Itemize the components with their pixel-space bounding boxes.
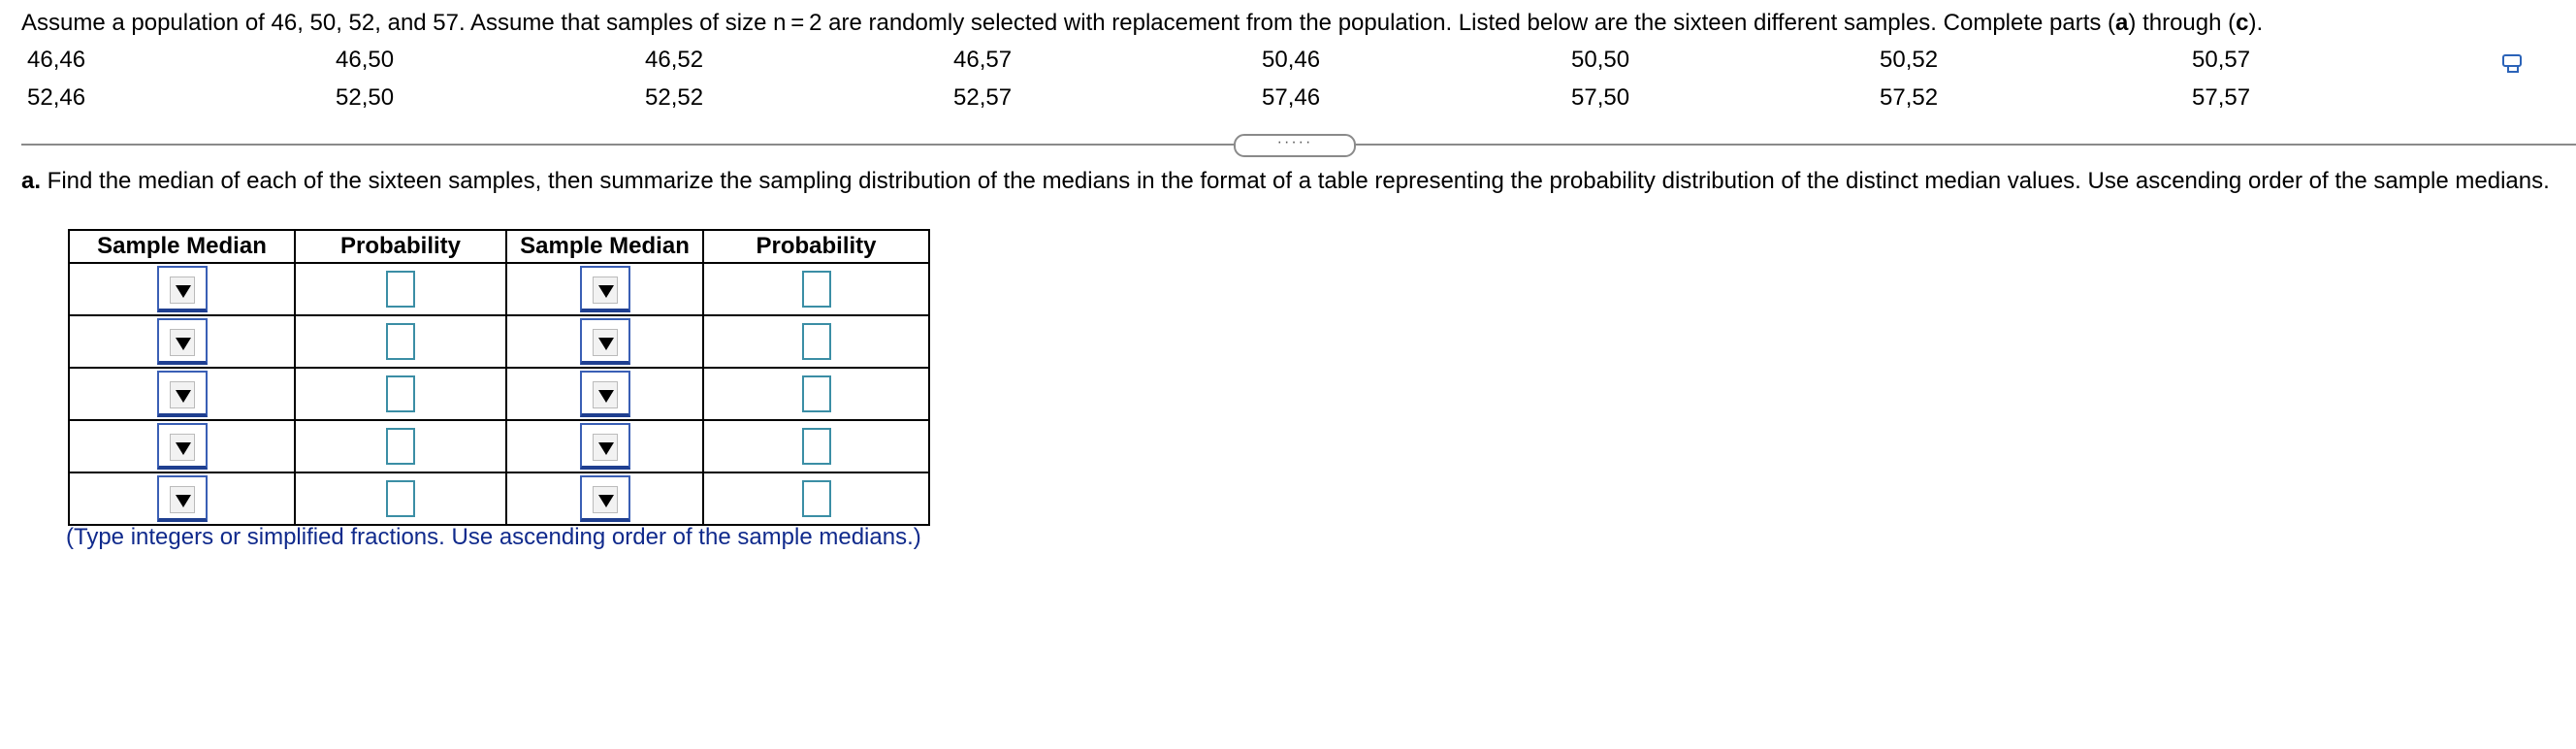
statement-text: Assume a population of 46, 50, 52, and 57. Assume that samples of size n = 2 are randomly selected with replacement from the population. Listed below are the sixteen different samples. Complete parts ( <box>21 10 2116 36</box>
median-cell <box>506 420 703 472</box>
sample-item: 46,46 <box>27 47 86 73</box>
probability-cell <box>703 420 929 472</box>
table-row <box>69 472 929 525</box>
median-cell <box>506 315 703 368</box>
probability-cell <box>295 368 506 420</box>
triangle-down-icon <box>593 434 618 461</box>
header-probability: Probability <box>703 230 929 263</box>
question-text: Find the median of each of the sixteen samples, then summarize the sampling distribution of the medians in the format of a table representing the probability distribution of the distinct median values. Use ascending order of the sample medians. <box>41 168 2550 194</box>
median-cell <box>506 263 703 315</box>
median-cell <box>69 263 295 315</box>
probability-cell <box>295 472 506 525</box>
sample-item: 50,46 <box>1262 47 1321 73</box>
probability-input[interactable] <box>802 375 831 412</box>
copy-to-clipboard-icon[interactable] <box>2502 54 2524 74</box>
sample-item: 57,50 <box>1571 84 1630 111</box>
sample-item: 46,57 <box>953 47 1013 73</box>
expand-button[interactable]: ····· <box>1234 134 1356 157</box>
probability-cell <box>295 263 506 315</box>
sample-item: 52,52 <box>645 84 704 111</box>
probability-input[interactable] <box>386 480 415 517</box>
median-dropdown[interactable] <box>580 423 630 470</box>
probability-input[interactable] <box>386 271 415 308</box>
table-row <box>69 420 929 472</box>
sample-item: 57,46 <box>1262 84 1321 111</box>
probability-input[interactable] <box>386 323 415 360</box>
sample-item: 52,46 <box>27 84 86 111</box>
probability-input[interactable] <box>802 480 831 517</box>
sample-item: 57,52 <box>1880 84 1939 111</box>
table-row <box>69 315 929 368</box>
median-dropdown[interactable] <box>157 371 208 417</box>
part-c-ref: c <box>2236 10 2249 36</box>
distribution-table <box>68 229 930 526</box>
question-part-a <box>21 167 2562 196</box>
header-probability: Probability <box>295 230 506 263</box>
header-sample-median: Sample Median <box>69 230 295 263</box>
median-cell <box>506 472 703 525</box>
sample-item: 52,57 <box>953 84 1013 111</box>
triangle-down-icon <box>170 434 195 461</box>
median-dropdown[interactable] <box>157 475 208 522</box>
table-row <box>69 263 929 315</box>
sample-item: 50,52 <box>1880 47 1939 73</box>
triangle-down-icon <box>593 381 618 408</box>
sample-item: 50,50 <box>1571 47 1630 73</box>
triangle-down-icon <box>170 329 195 356</box>
median-dropdown[interactable] <box>580 318 630 365</box>
triangle-down-icon <box>593 277 618 304</box>
median-cell <box>506 368 703 420</box>
probability-cell <box>703 263 929 315</box>
triangle-down-icon <box>170 277 195 304</box>
table-row <box>69 368 929 420</box>
median-dropdown[interactable] <box>157 423 208 470</box>
sample-item: 50,57 <box>2192 47 2251 73</box>
triangle-down-icon <box>170 486 195 513</box>
median-cell <box>69 472 295 525</box>
probability-cell <box>295 315 506 368</box>
statement-text-end: ). <box>2248 10 2264 36</box>
probability-input[interactable] <box>802 323 831 360</box>
probability-cell <box>295 420 506 472</box>
median-dropdown[interactable] <box>580 475 630 522</box>
probability-input[interactable] <box>802 428 831 465</box>
probability-input[interactable] <box>386 428 415 465</box>
triangle-down-icon <box>593 329 618 356</box>
median-dropdown[interactable] <box>580 266 630 312</box>
sample-item: 46,50 <box>336 47 395 73</box>
probability-input[interactable] <box>386 375 415 412</box>
triangle-down-icon <box>170 381 195 408</box>
sample-item: 52,50 <box>336 84 395 111</box>
problem-statement <box>21 10 2263 37</box>
median-dropdown[interactable] <box>157 266 208 312</box>
part-a-ref: a <box>2115 10 2129 36</box>
triangle-down-icon <box>593 486 618 513</box>
probability-cell <box>703 368 929 420</box>
probability-input[interactable] <box>802 271 831 308</box>
median-dropdown[interactable] <box>157 318 208 365</box>
median-dropdown[interactable] <box>580 371 630 417</box>
median-cell <box>69 315 295 368</box>
statement-text-mid: ) through ( <box>2128 10 2237 36</box>
median-cell <box>69 368 295 420</box>
probability-cell <box>703 472 929 525</box>
header-sample-median: Sample Median <box>506 230 703 263</box>
sample-item: 57,57 <box>2192 84 2251 111</box>
median-cell <box>69 420 295 472</box>
answer-format-hint: (Type integers or simplified fractions. Use ascending order of the sample medians.) <box>66 524 921 550</box>
table-header-row <box>69 230 929 263</box>
sample-item: 46,52 <box>645 47 704 73</box>
question-label: a. <box>21 168 42 194</box>
probability-cell <box>703 315 929 368</box>
